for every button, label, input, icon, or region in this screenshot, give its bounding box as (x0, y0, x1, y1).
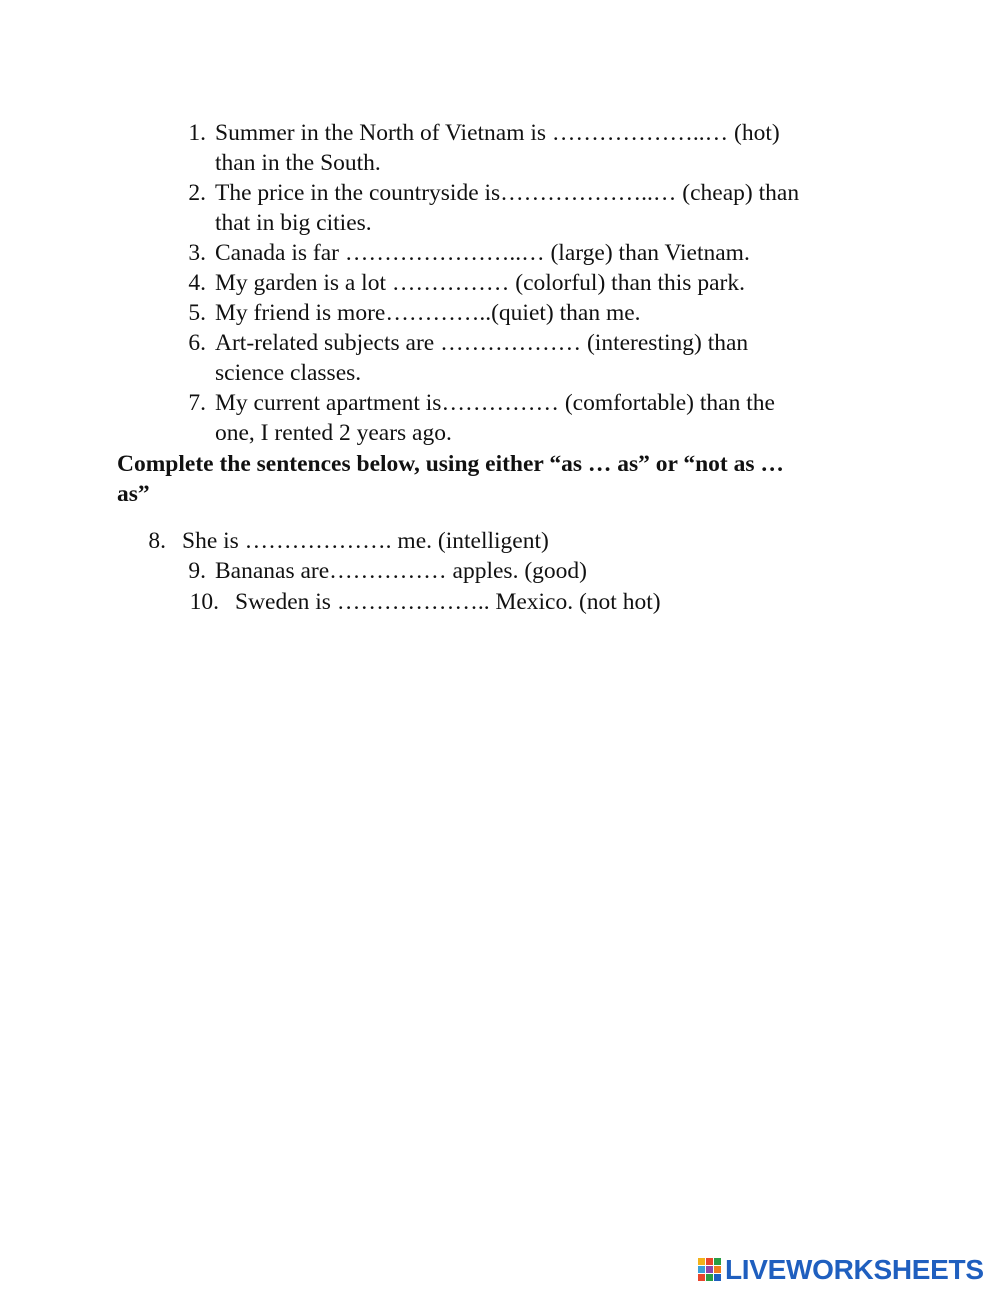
item-text-continued: that in big cities. (215, 210, 372, 236)
item-text-continued: than in the South. (215, 150, 381, 176)
instructions-line-2: as” (117, 481, 150, 507)
item-number: 2. (188, 180, 206, 206)
item-number: 1. (188, 120, 206, 146)
item-text: My friend is more…………..(quiet) than me. (215, 300, 641, 326)
item-number: 6. (188, 330, 206, 356)
item-text: She is ………………. me. (intelligent) (182, 528, 549, 554)
item-number: 9. (188, 558, 206, 584)
item-text: My garden is a lot …………… (colorful) than this park. (215, 270, 745, 296)
item-number: 7. (188, 390, 206, 416)
item-text: My current apartment is…………… (comfortable) than the (215, 390, 775, 416)
item-number: 8. (148, 528, 166, 554)
item-text-continued: science classes. (215, 360, 362, 386)
item-text: Bananas are…………… apples. (good) (215, 558, 587, 584)
item-number: 10. (189, 589, 219, 615)
liveworksheets-logo[interactable] (698, 1255, 984, 1285)
item-text: Summer in the North of Vietnam is ………………..… (hot) (215, 120, 780, 146)
item-text: Canada is far …………………..… (large) than Vietnam. (215, 240, 750, 266)
item-text: Sweden is ……………….. Mexico. (not hot) (235, 589, 661, 615)
exercise-2-instructions (117, 449, 877, 509)
item-number: 3. (188, 240, 206, 266)
item-text-continued: one, I rented 2 years ago. (215, 420, 452, 446)
item-number: 5. (188, 300, 206, 326)
liveworksheets-logo-icon (698, 1258, 722, 1282)
item-text: Art-related subjects are ……………… (interesting) than (215, 330, 749, 356)
instructions-line-1: Complete the sentences below, using either “as … as” or “not as … (117, 451, 784, 477)
liveworksheets-brand-text: LIVEWORKSHEETS (725, 1254, 984, 1285)
item-text: The price in the countryside is………………..… (cheap) than (215, 180, 800, 206)
item-number: 4. (188, 270, 206, 296)
